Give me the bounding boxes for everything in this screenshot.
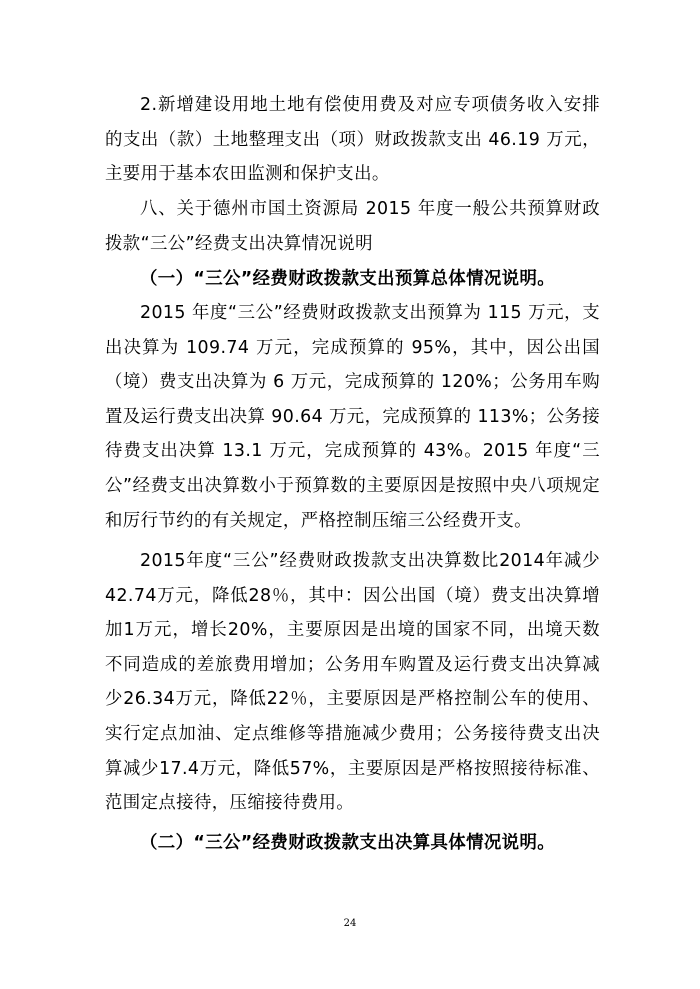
section-heading-three-public-expenses: 八、关于德州市国土资源局 2015 年度一般公共预算财政拨款“三公”经费支出决算情况说明 <box>105 199 600 254</box>
page-number: 24 <box>343 918 357 929</box>
subheading-detailed-explanation: （二）“三公”经费财政拨款支出决算具体情况说明。 <box>140 833 556 853</box>
paragraph-budget-summary: 2015 年度“三公”经费财政拨款支出预算为 115 万元，支出决算为 109.74 万元，完成预算的 95%，其中，因公出国（境）费支出决算为 6 万元，完成预算的 120%；公务用车购置及运行费支出决算 90.64 万元，完成预算的 113%；公务接待费支出决算 13.1 万元，完成预算的 43%。2015 年度“三公”经费支出决算数小于预算数的主要原因是按照中央八项规定和厉行节约的有关规定，严格控制压缩三公经费开支。 <box>105 303 600 531</box>
paragraph-land-fee-expenditure: 2.新增建设用地土地有偿使用费及对应专项债务收入安排的支出（款）土地整理支出（项）财政拨款支出 46.19 万元，主要用于基本农田监测和保护支出。 <box>105 95 600 185</box>
subheading-budget-overview: （一）“三公”经费财政拨款支出预算总体情况说明。 <box>140 269 556 289</box>
paragraph-year-over-year-comparison: 2015年度“三公”经费财政拨款支出决算数比2014年减少42.74万元，降低28％，其中：因公出国（境）费支出决算增加1万元，增长20%，主要原因是出境的国家不同，出境天数不同造成的差旅费用增加；公务用车购置及运行费支出决算减少26.34万元，降低22％，主要原因是严格控制公车的使用、实行定点加油、定点维修等措施减少费用；公务接待费支出决算减少17.4万元，降低57%，主要原因是严格按照接待标准、范围定点接待，压缩接待费用。 <box>105 551 600 814</box>
